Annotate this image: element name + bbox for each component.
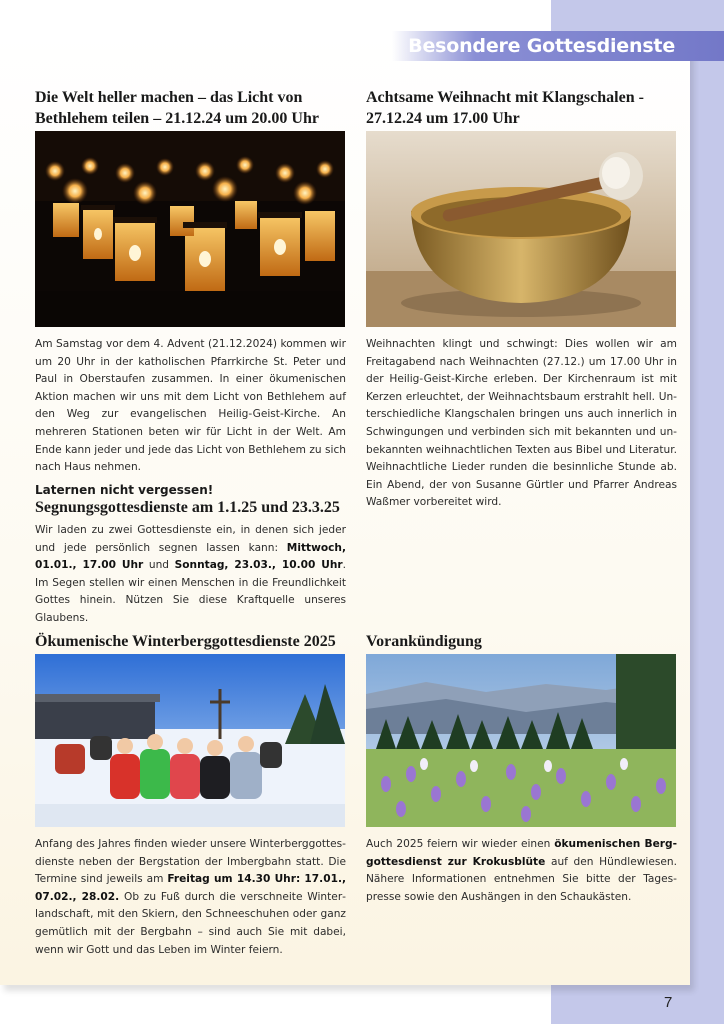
article-body xyxy=(366,836,677,906)
body-part: Auch 2025 feiern wir wieder einen xyxy=(366,838,555,850)
body-part: und xyxy=(143,559,175,572)
body-part: auf den Hündlewiesen. Nähere Informationen entnehmen Sie bitte der Tagespresse sowie den Aushängen in den Schaukästen. xyxy=(366,855,677,903)
body-part: Ob zu Fuß durch die verschneite Winterlandschaft, mit den Skiern, den Schneeschuhen oder ganz gemütlich mit der Bergbahn – sind auch Sie mit dabei, wenn wir Gott und das Leben im Winter feiern. xyxy=(35,890,346,956)
mountain-service-photo xyxy=(35,654,345,827)
section-title: Besondere Gottesdienste xyxy=(408,35,675,57)
body-bold: Mittwoch, 01.01., 17.00 Uhr xyxy=(35,541,346,572)
page-number: 7 xyxy=(664,994,673,1011)
lanterns-photo xyxy=(35,131,345,327)
article-vorankuendigung xyxy=(366,631,677,652)
body-part: Wir laden zu zwei Gottesdienste ein, in denen sich jeder und jede persönlich segnen lassen kann: xyxy=(35,524,346,554)
article-title: Vorankündigung xyxy=(366,633,482,650)
article-licht-text xyxy=(35,336,346,497)
article-highlight: Laternen nicht vergessen! xyxy=(35,482,214,497)
body-part: . Im Segen stellen wir einen Menschen in die Freundlichkeit Gottes hinein. Nützen Sie diese Kraftquelle unseres Glaubens. xyxy=(35,559,347,624)
article-body xyxy=(35,522,346,628)
article-winterberg-text xyxy=(35,836,346,959)
body-bold: Sonntag, 23.03., 10.00 Uhr xyxy=(174,559,343,572)
article-body: Am Samstag vor dem 4. Advent (21.12.2024) kommen wir um 20 Uhr in der katholischen Pfarrkirche St. Peter und Paul in Oberstaufen zusammen. In einer ökumenischen Aktion machen wir uns mit dem Licht von Bethlehem auf den Weg zur evangelischen Heilig-Geist-Kirche. An mehreren Stationen beten wir für Licht in der Welt. Am Ende kann jeder und jede das Licht von Bethlehem zu sich nach Haus nehmen. xyxy=(35,338,346,474)
article-body xyxy=(35,836,346,959)
article-licht-von-bethlehem xyxy=(35,87,346,129)
article-title: Achtsame Weihnacht mit Klangschalen - 27.12.24 um 17.00 Uhr xyxy=(366,89,644,127)
article-klangschalen xyxy=(366,87,677,129)
crocus-meadow-photo xyxy=(366,654,676,827)
article-vorankuendigung-text xyxy=(366,836,677,906)
article-title: Ökumenische Winterberggottesdienste 2025 xyxy=(35,633,336,650)
article-title: Segnungsgottesdienste am 1.1.25 und 23.3.25 xyxy=(35,499,340,516)
article-segnung xyxy=(35,497,346,628)
body-bold: ökumenischen Berggottesdienst zur Krokusblüte xyxy=(366,838,677,868)
body-part: Anfang des Jahres finden wieder unsere Winterberggottesdienste neben der Bergstation der Imbergbahn statt. Die Termine sind jeweils am xyxy=(35,838,346,886)
article-winterberg xyxy=(35,631,346,652)
article-klangschalen-text xyxy=(366,336,677,512)
singing-bowl-photo xyxy=(366,131,676,327)
section-header xyxy=(392,31,724,61)
article-body: Weihnachten klingt und schwingt: Dies wollen wir am Freitagabend nach Weihnachten (27.12.) um 17.00 Uhr in der Heilig-Geist-Kirche erleben. Der Kirchenraum ist mit Kerzen erleuchtet, der Weihnachtsbaum erstrahlt hell. Unterschiedliche Klangschalen bringen uns auch innerlich in Schwingungen und verbinden sich mit bekannten und unbekannten weihnachtlichen Texten aus Bibel und Literatur. Weihnachtliche Lieder runden die besinnliche Stunde ab. Ein Abend, der von Susanne Gürtler und Pfarrer Andreas Waßmer vorbereitet wird. xyxy=(366,338,678,509)
body-bold: Freitag um 14.30 Uhr: 17.01., 07.02., 28.02. xyxy=(35,873,346,903)
article-title: Die Welt heller machen – das Licht von Bethlehem teilen – 21.12.24 um 20.00 Uhr xyxy=(35,89,319,127)
